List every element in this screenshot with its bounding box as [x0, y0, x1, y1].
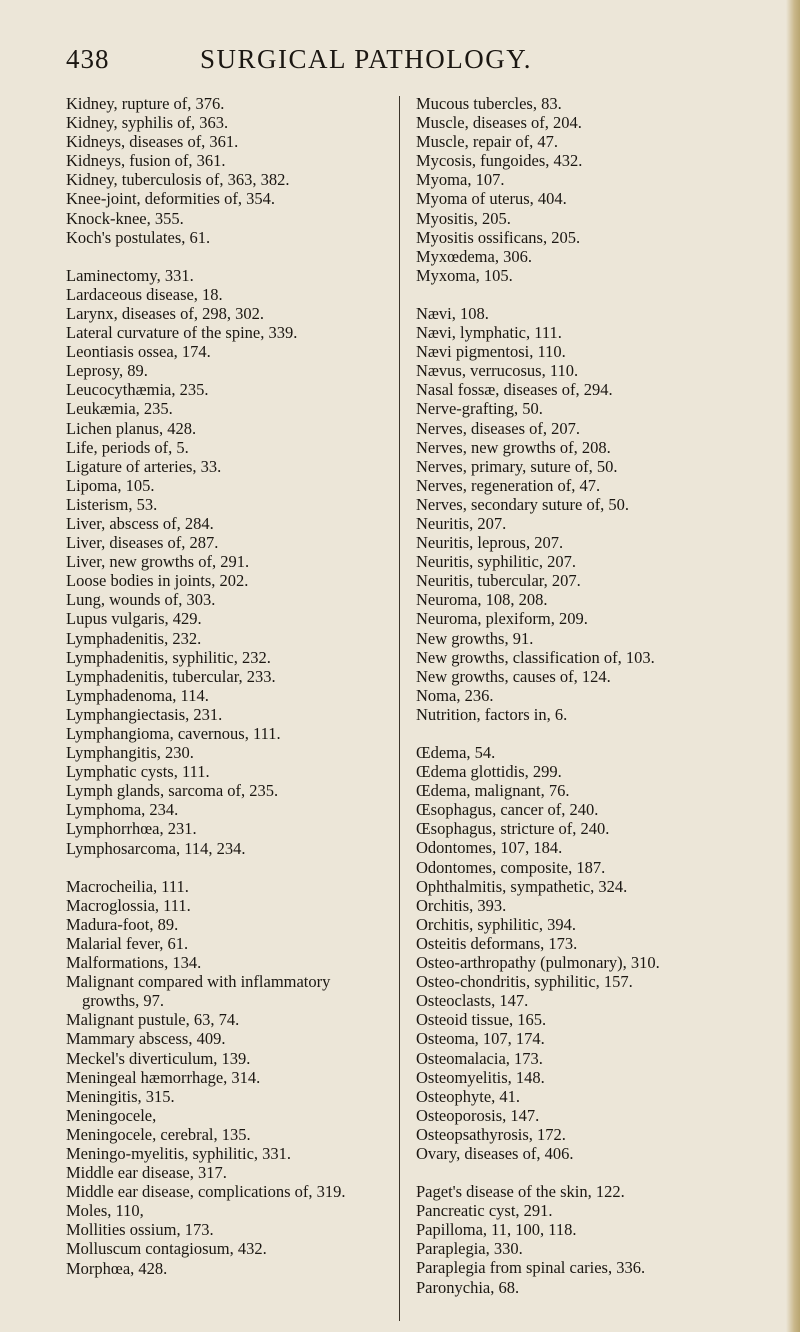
index-entry: Lymphadenoma, 114.: [66, 685, 209, 705]
index-entry: Osteoid tissue, 165.: [416, 1010, 547, 1030]
index-entry: Malignant compared with inflammatory growths, 97.: [66, 972, 331, 1011]
index-entry: Lymphangiectasis, 231.: [66, 704, 223, 724]
index-entry: Lymphangioma, cavernous, 111.: [66, 724, 281, 743]
index-entry: Osteophyte, 41.: [416, 1086, 521, 1106]
index-entry: Muscle, diseases of, 204.: [416, 113, 582, 133]
index-entry: Malarial fever, 61.: [66, 933, 189, 953]
section-gap: [416, 1163, 746, 1182]
index-entry: Macroglossia, 111.: [66, 895, 191, 915]
index-entry: Meningo-myelitis, syphilitic, 331.: [66, 1143, 292, 1163]
index-entry: Kidneys, diseases of, 361.: [66, 132, 239, 152]
index-entry: Œdema, 54.: [416, 743, 496, 762]
index-entry: Nerves, primary, suture of, 50.: [416, 456, 618, 476]
index-entry: Liver, abscess of, 284.: [66, 513, 214, 533]
section-gap: [66, 858, 384, 877]
index-entry: Ligature of arteries, 33.: [66, 456, 222, 476]
index-entry: Leprosy, 89.: [66, 361, 148, 381]
index-entry: Meningocele, cerebral, 135.: [66, 1124, 251, 1144]
index-entry: Myxoma, 105.: [416, 265, 513, 285]
index-entry: Kidney, syphilis of, 363.: [66, 113, 229, 133]
index-entry: Lateral curvature of the spine, 339.: [66, 323, 298, 343]
index-entry: Neuroma, 108, 208.: [416, 590, 548, 610]
index-entry: Neuritis, tubercular, 207.: [416, 571, 581, 591]
index-entry: Lymphadenitis, 232.: [66, 628, 202, 648]
index-entry: Myositis, 205.: [416, 208, 511, 228]
index-entry: Nerves, new growths of, 208.: [416, 437, 611, 457]
index-entry: Knock-knee, 355.: [66, 208, 184, 228]
index-entry: Neuritis, 207.: [416, 513, 507, 533]
index-entry: Laminectomy, 331.: [66, 265, 194, 285]
index-column-left: [66, 94, 384, 1278]
page-number: 438: [66, 44, 110, 74]
index-entry: Moles, 110,: [66, 1201, 144, 1221]
index-entry: Muscle, repair of, 47.: [416, 132, 559, 152]
index-entry: Œsophagus, cancer of, 240.: [416, 800, 599, 820]
index-entry: Lymphosarcoma, 114, 234.: [66, 838, 246, 858]
index-entry: Osteitis deformans, 173.: [416, 933, 578, 953]
index-entry: Malformations, 134.: [66, 953, 202, 973]
page-header: [66, 44, 726, 84]
index-entry: Osteo-chondritis, syphilitic, 157.: [416, 972, 633, 992]
index-entry: Neuritis, syphilitic, 207.: [416, 552, 576, 572]
index-entry: Molluscum contagiosum, 432.: [66, 1239, 267, 1259]
index-entry: Osteomalacia, 173.: [416, 1048, 543, 1068]
section-gap: [416, 724, 746, 743]
index-entry: Meckel's diverticulum, 139.: [66, 1048, 251, 1068]
index-entry: Meningitis, 315.: [66, 1086, 175, 1106]
index-entry: Noma, 236.: [416, 685, 494, 705]
index-entry: Kidney, tuberculosis of, 363, 382.: [66, 170, 290, 190]
index-entry: Osteoporosis, 147.: [416, 1105, 540, 1125]
index-entry: Nævus, verrucosus, 110.: [416, 361, 579, 381]
index-entry: Osteomyelitis, 148.: [416, 1067, 545, 1087]
index-entry: Osteoma, 107, 174.: [416, 1029, 545, 1049]
index-entry: Mammary abscess, 409.: [66, 1029, 226, 1049]
index-entry: Lymph glands, sarcoma of, 235.: [66, 781, 279, 801]
index-entry: Osteoclasts, 147.: [416, 991, 529, 1011]
index-entry: Nasal fossæ, diseases of, 294.: [416, 380, 613, 400]
index-entry: Life, periods of, 5.: [66, 437, 189, 457]
index-entry: Leukæmia, 235.: [66, 399, 173, 419]
index-entry: Lardaceous disease, 18.: [66, 284, 223, 304]
index-entry: Mollities ossium, 173.: [66, 1220, 214, 1240]
running-title: SURGICAL PATHOLOGY.: [200, 44, 533, 74]
index-entry: Myoma, 107.: [416, 170, 505, 190]
index-entry: Lymphangitis, 230.: [66, 743, 194, 763]
index-entry: Papilloma, 11, 100, 118.: [416, 1220, 577, 1240]
index-entry: Paget's disease of the skin, 122.: [416, 1182, 625, 1202]
index-entry: Ovary, diseases of, 406.: [416, 1143, 574, 1163]
index-entry: Nerve-grafting, 50.: [416, 399, 543, 419]
section-gap: [66, 247, 384, 266]
index-entry: Odontomes, 107, 184.: [416, 838, 563, 858]
index-entry: New growths, 91.: [416, 628, 534, 648]
index-entry: Lupus vulgaris, 429.: [66, 609, 202, 629]
index-entry: Mycosis, fungoides, 432.: [416, 151, 583, 171]
index-entry: Nævi, 108.: [416, 303, 489, 323]
index-entry: Larynx, diseases of, 298, 302.: [66, 303, 264, 323]
index-entry: Orchitis, syphilitic, 394.: [416, 914, 576, 934]
index-entry: Kidney, rupture of, 376.: [66, 94, 225, 113]
index-entry: Paraplegia from spinal caries, 336.: [416, 1258, 646, 1278]
index-entry: Osteo-arthropathy (pulmonary), 310.: [416, 953, 660, 973]
index-entry: Loose bodies in joints, 202.: [66, 571, 249, 591]
index-entry: Œsophagus, stricture of, 240.: [416, 819, 610, 839]
index-entry: Œdema glottidis, 299.: [416, 762, 562, 782]
index-entry: Pancreatic cyst, 291.: [416, 1201, 553, 1221]
index-entry: Middle ear disease, complications of, 319.: [66, 1182, 346, 1202]
index-entry: New growths, causes of, 124.: [416, 666, 611, 686]
index-entry: Madura-foot, 89.: [66, 914, 179, 934]
index-entry: Leucocythæmia, 235.: [66, 380, 209, 400]
index-entry: Lichen planus, 428.: [66, 418, 197, 438]
index-entry: Nerves, diseases of, 207.: [416, 418, 581, 438]
index-entry: Myoma of uterus, 404.: [416, 189, 567, 209]
index-entry: Lymphoma, 234.: [66, 800, 179, 820]
index-entry: Morphœa, 428.: [66, 1258, 168, 1278]
section-gap: [416, 285, 746, 304]
index-entry: Lymphatic cysts, 111.: [66, 762, 210, 782]
index-entry: Mucous tubercles, 83.: [416, 94, 562, 113]
column-divider: [399, 96, 400, 1321]
index-entry: Leontiasis ossea, 174.: [66, 342, 211, 362]
index-entry: Kidneys, fusion of, 361.: [66, 151, 226, 171]
index-entry: Meningeal hæmorrhage, 314.: [66, 1067, 261, 1087]
index-entry: Ophthalmitis, sympathetic, 324.: [416, 876, 628, 896]
index-entry: Malignant pustule, 63, 74.: [66, 1010, 240, 1030]
index-entry: Paraplegia, 330.: [416, 1239, 523, 1259]
index-entry: Nutrition, factors in, 6.: [416, 704, 568, 724]
index-entry: Middle ear disease, 317.: [66, 1163, 227, 1183]
index-entry: Liver, diseases of, 287.: [66, 533, 219, 553]
index-entry: Œdema, malignant, 76.: [416, 781, 570, 801]
index-entry: Koch's postulates, 61.: [66, 227, 211, 247]
index-entry: Myositis ossificans, 205.: [416, 227, 581, 247]
index-entry: Listerism, 53.: [66, 494, 158, 514]
index-entry: Osteopsathyrosis, 172.: [416, 1124, 566, 1144]
index-entry: Myxœdema, 306.: [416, 246, 532, 266]
index-entry: Macrocheilia, 111.: [66, 876, 189, 896]
index-entry: Lymphadenitis, tubercular, 233.: [66, 666, 276, 686]
index-entry: Lung, wounds of, 303.: [66, 590, 216, 610]
index-entry: Liver, new growths of, 291.: [66, 552, 250, 572]
index-entry: Knee-joint, deformities of, 354.: [66, 189, 275, 209]
index-column-right: [416, 94, 746, 1297]
index-entry: Orchitis, 393.: [416, 895, 507, 915]
index-entry: Nævi pigmentosi, 110.: [416, 342, 566, 362]
index-entry: Nerves, secondary suture of, 50.: [416, 494, 630, 514]
index-entry: Nerves, regeneration of, 47.: [416, 475, 601, 495]
index-entry: Lipoma, 105.: [66, 475, 155, 495]
index-entry: Odontomes, composite, 187.: [416, 857, 606, 877]
index-entry: New growths, classification of, 103.: [416, 647, 655, 667]
index-entry: Neuroma, plexiform, 209.: [416, 609, 588, 629]
index-entry: Nævi, lymphatic, 111.: [416, 323, 562, 343]
page-edge: [786, 0, 800, 1332]
index-entry: Lymphadenitis, syphilitic, 232.: [66, 647, 271, 667]
index-entry: Meningocele,: [66, 1105, 157, 1125]
index-entry: Lymphorrhœa, 231.: [66, 819, 197, 839]
index-entry: Paronychia, 68.: [416, 1277, 520, 1297]
index-entry: Neuritis, leprous, 207.: [416, 533, 564, 553]
